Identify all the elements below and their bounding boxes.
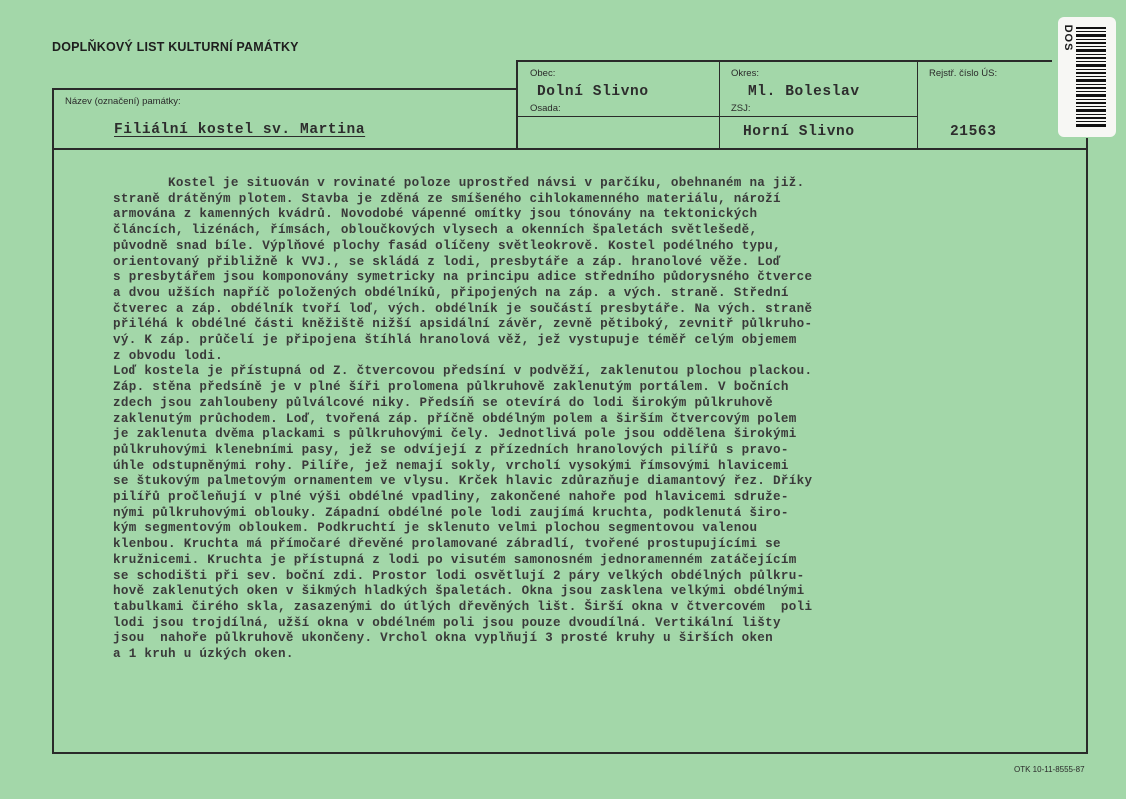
description-line: kým segmentovým obloukem. Podkruchtí je sklenuto velmi plochou segmentovou valenou bbox=[113, 521, 758, 536]
description-line: Loď kostela je přístupná od Z. čtvercovou předsíní v podvěží, zaklenutou plochou plackou. bbox=[113, 364, 813, 379]
okres-left-border bbox=[719, 61, 720, 149]
obec-label: Obec: bbox=[530, 68, 556, 79]
description-line: orientovaný přibližně k VVJ., se skládá z lodi, presbytáře a záp. hranolové věže. Loď bbox=[113, 254, 781, 269]
description-line: a dvou užších napříč položených obdélníků, připojených na záp. a vých. straně. Střední bbox=[113, 285, 789, 300]
main-bottom-line bbox=[52, 752, 1088, 754]
description-line: nými půlkruhovými oblouky. Západní obdélné pole lodi zaujímá kruchta, podklenutá širo- bbox=[113, 505, 789, 520]
barcode-sticker bbox=[1058, 17, 1116, 137]
description-line: se schodišti při sev. boční zdi. Prostor lodi osvětlují 2 páry velkých obdélných půlkru- bbox=[113, 568, 805, 583]
description-line: původně snad bíle. Výplňové plochy fasád olíčeny světleokrově. Kostel podélného typu, bbox=[113, 238, 781, 253]
zsj-label: ZSJ: bbox=[731, 103, 751, 114]
main-left-border bbox=[52, 88, 54, 754]
description-line: úhle odstupněnými rohy. Pilíře, jež nemají sokly, vrcholí vysokými římsovými hlavicemi bbox=[113, 458, 789, 473]
description-line: hově zaklenutých oken v šikmých hladkých špaletách. Okna jsou zasklena velkými obdélnými bbox=[113, 584, 805, 599]
description-line: kružnicemi. Kruchta je přístupná z lodi po visutém samonosném jednoramenném zatáčejícím bbox=[113, 552, 797, 567]
description-line: přiléhá k obdélné části kněžiště nižší apsidální závěr, zevně pětiboký, zevnitř půlkruho- bbox=[113, 317, 813, 332]
description-line: pilířů pročleňují v plné výši obdélné vpadliny, zakončené nahoře pod hlavicemi sdruže- bbox=[113, 490, 789, 505]
description-line: tabulkami čirého skla, zasazenými do útlých dřevěných lišt. Širší okna v čtvercovém poli bbox=[113, 599, 813, 614]
description-line: jsou nahoře půlkruhově ukončeny. Vrchol okna vyplňují 3 prosté kruhy u širších oken bbox=[113, 631, 774, 646]
okres-value: Ml. Boleslav bbox=[748, 84, 860, 100]
description-line: armována z kamenných kvádrů. Novodobé vápenné omítky jsou tónovány na tektonických bbox=[113, 207, 758, 222]
header-top-line bbox=[516, 60, 1052, 62]
description-line: Kostel je situován v rovinaté poloze uprostřed návsi v parčíku, obehnaném na již. bbox=[113, 176, 805, 190]
description-line: se štukovým palmetovým ornamentem ve vlysu. Krček hlavic zdůrazňuje diamantový řez. Dříky bbox=[113, 474, 813, 489]
form-code: OTK 10-11-8555-87 bbox=[1014, 765, 1085, 774]
description-line: vý. K záp. průčelí je připojena štíhlá hranolová věž, jež vystupuje téměř celým objemem bbox=[113, 333, 797, 348]
description-line: z obvodu lodi. bbox=[113, 348, 224, 363]
zsj-value: Horní Slivno bbox=[743, 124, 855, 140]
description-line: článcích, lizénách, římsách, obloučkových vlysech a okenních špaletách světlešedě, bbox=[113, 223, 758, 238]
rejstr-value: 21563 bbox=[950, 124, 997, 140]
description-line: s presbytářem jsou komponovány symetricky na principu adice středního půdorysného čtverce bbox=[113, 270, 813, 285]
rejstr-label: Rejstř. číslo ÚS: bbox=[929, 68, 998, 79]
description-line: a 1 kruh u úzkých oken. bbox=[113, 647, 294, 662]
header-bottom-line bbox=[52, 148, 1088, 150]
description-text bbox=[113, 176, 993, 663]
name-box-top-line bbox=[52, 88, 518, 90]
description-line: je zaklenuta dvěma plackami s půlkruhovými čely. Jednotlivá pole jsou oddělena širokými bbox=[113, 427, 797, 442]
obec-value: Dolní Slivno bbox=[537, 84, 649, 100]
rejstr-left-border bbox=[917, 61, 918, 149]
description-line: zaklenutým průchodem. Loď, tvořená záp. příčně obdélným polem a širším čtvercovým polem bbox=[113, 411, 797, 426]
description-line: čtverec a záp. obdélník tvoří loď, vých. obdélník je součástí presbytáře. Na vých. straně bbox=[113, 301, 813, 316]
obec-left-border bbox=[516, 60, 518, 150]
description-line: straně drátěným plotem. Stavba je zděná ze smíšeného cihlokamenného materiálu, nároží bbox=[113, 191, 781, 206]
description-line: zdech jsou zahloubeny půlválcové niky. Předsíň se otevírá do lodi širokým půlkruhově bbox=[113, 395, 774, 410]
description-line: lodi jsou trojdílná, užší okna v obdélném poli jsou pouze dvoudílná. Vertikální lišty bbox=[113, 615, 781, 630]
form-title: DOPLŇKOVÝ LIST KULTURNÍ PAMÁTKY bbox=[52, 40, 299, 54]
nazev-value: Filiální kostel sv. Martina bbox=[114, 122, 366, 138]
description-line: klenbou. Kruchta má přímočaré dřevěné prolamované zábradlí, tvořené prostupujícími se bbox=[113, 537, 781, 552]
okres-label: Okres: bbox=[731, 68, 759, 79]
main-right-border bbox=[1086, 138, 1088, 754]
nazev-label: Název (označení) památky: bbox=[65, 96, 181, 107]
stamp-code: DOS bbox=[1062, 24, 1074, 52]
description-line: půlkruhovými klenebními pasy, jež se odvíjejí z přízedních hranolových pilířů s pravo- bbox=[113, 442, 789, 457]
header-mid-line bbox=[517, 116, 917, 117]
description-line: Záp. stěna předsíně je v plné šíři prolomena půlkruhově zaklenutým portálem. V bočních bbox=[113, 380, 789, 395]
osada-label: Osada: bbox=[530, 103, 561, 114]
